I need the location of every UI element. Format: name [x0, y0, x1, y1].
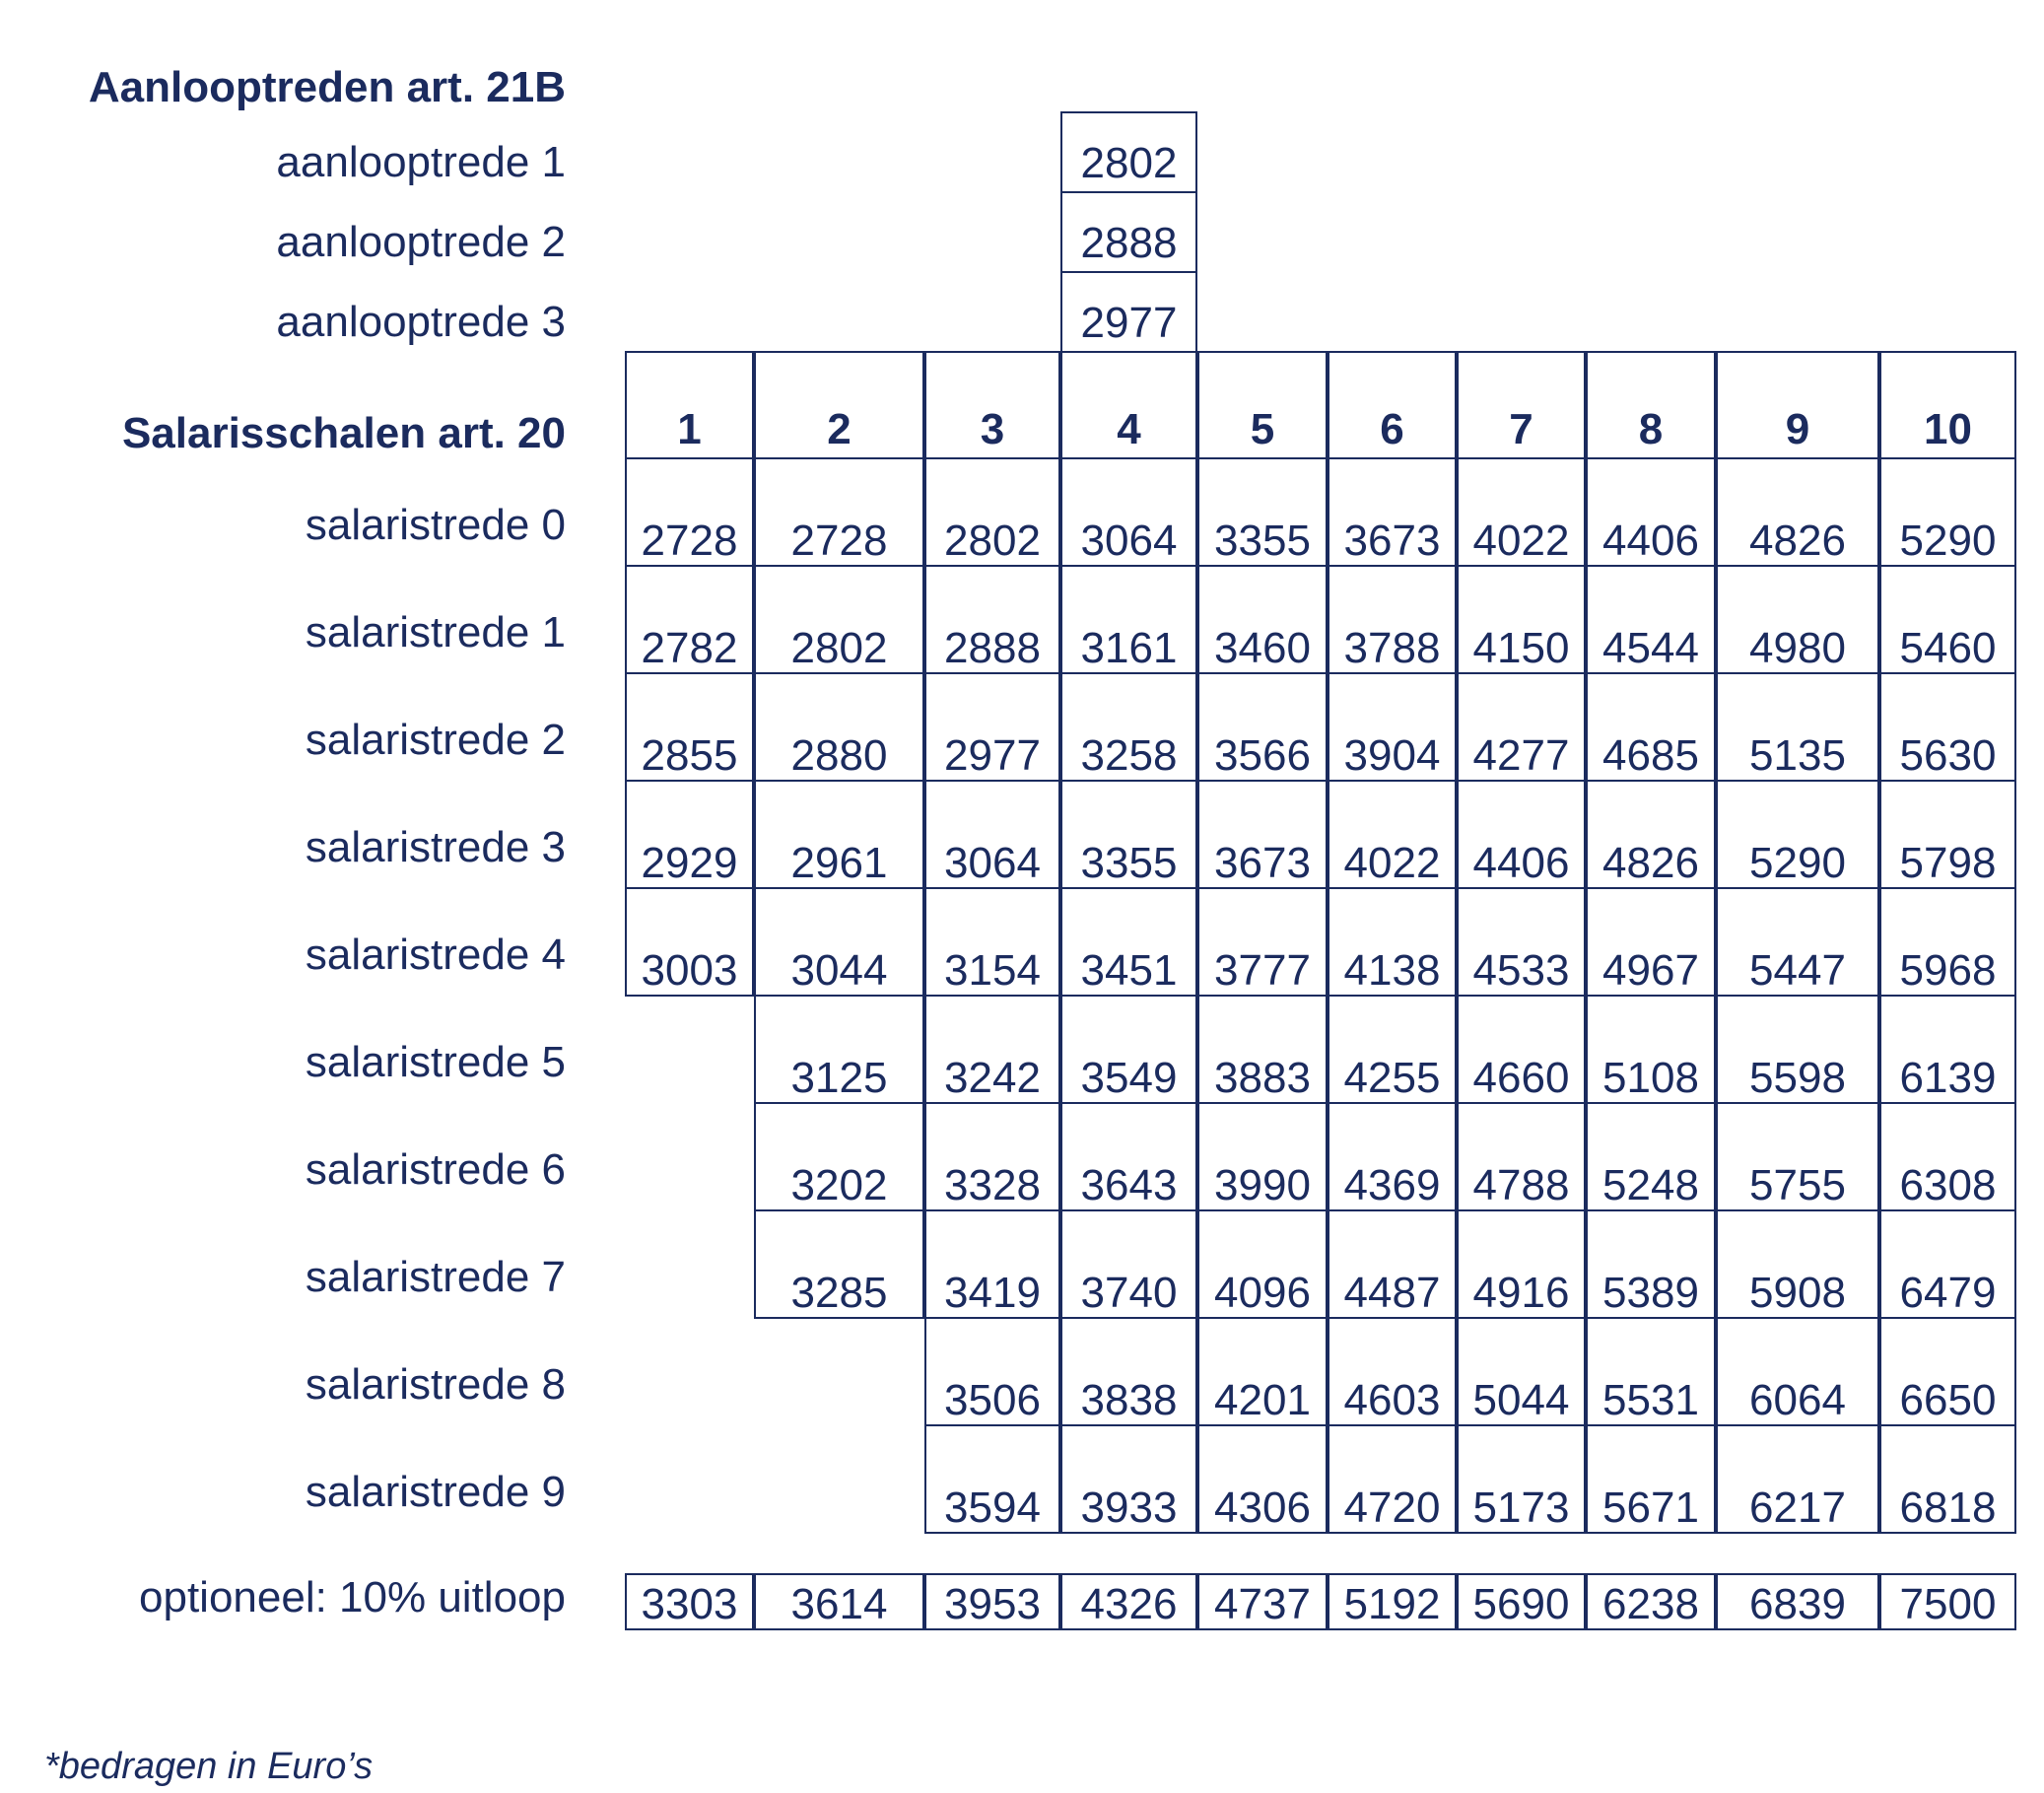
salary-cell: [1197, 1424, 1328, 1534]
salary-cell: [924, 995, 1060, 1104]
salary-cell: [754, 672, 924, 782]
salary-cell: [1060, 995, 1197, 1104]
scale-header-5-value: 5: [1250, 405, 1275, 453]
salary-cell-value: 3883: [1214, 1054, 1311, 1102]
uitloop-cell: [754, 1573, 924, 1630]
salary-cell: [1197, 1209, 1328, 1319]
salaristrede-label: salaristrede 1: [305, 608, 566, 656]
scale-header-1: [625, 351, 754, 459]
salary-cell-value: 4306: [1214, 1483, 1311, 1532]
salaristrede-label: salaristrede 7: [305, 1253, 566, 1301]
salary-cell-value: 2855: [641, 731, 738, 780]
salary-cell-value: 3355: [1214, 517, 1311, 565]
salary-cell-value: 5798: [1899, 839, 1997, 887]
salary-cell-value: 3202: [790, 1161, 888, 1209]
salary-cell: [924, 1102, 1060, 1211]
salary-cell: [1328, 887, 1457, 997]
salary-cell: [1586, 565, 1716, 674]
salary-cell: [1879, 1317, 2016, 1426]
salary-cell: [924, 672, 1060, 782]
salary-cell-value: 3673: [1343, 517, 1441, 565]
uitloop-cell-value: 3953: [944, 1580, 1041, 1628]
salary-cell: [1457, 1209, 1586, 1319]
aanlooptrede-label: aanlooptrede 2: [276, 218, 566, 266]
scale-header-3: [924, 351, 1060, 459]
salary-cell: [625, 457, 754, 567]
salary-cell-value: 4660: [1472, 1054, 1570, 1102]
salary-cell: [1328, 672, 1457, 782]
salary-cell-value: 4916: [1472, 1269, 1570, 1317]
salary-cell: [1060, 1209, 1197, 1319]
salary-cell-value: 3328: [944, 1161, 1041, 1209]
salary-cell-value: 2977: [944, 731, 1041, 780]
salary-cell-value: 4255: [1343, 1054, 1441, 1102]
aanlooptrede-cell-value: 2802: [1080, 139, 1178, 187]
aanlooptrede-cell-value: 2888: [1080, 219, 1178, 267]
uitloop-cell-value: 7500: [1899, 1580, 1997, 1628]
salary-cell-value: 2888: [944, 624, 1041, 672]
scale-header-10: [1879, 351, 2016, 459]
salary-cell: [1060, 1424, 1197, 1534]
salary-cell: [1586, 1209, 1716, 1319]
scale-header-10-value: 10: [1924, 405, 1972, 453]
salary-cell-value: 4406: [1472, 839, 1570, 887]
salary-cell-value: 5135: [1749, 731, 1846, 780]
salary-cell: [1457, 457, 1586, 567]
salary-cell-value: 2728: [790, 517, 888, 565]
salary-cell: [1586, 1317, 1716, 1426]
salary-cell-value: 5290: [1749, 839, 1846, 887]
salary-cell-value: 3838: [1080, 1376, 1178, 1424]
salary-cell: [1060, 672, 1197, 782]
uitloop-cell-value: 6238: [1602, 1580, 1699, 1628]
salaristrede-label: salaristrede 4: [305, 931, 566, 979]
salary-cell-value: 5389: [1602, 1269, 1699, 1317]
salary-cell: [1060, 457, 1197, 567]
uitloop-cell: [1197, 1573, 1328, 1630]
salary-cell: [1328, 995, 1457, 1104]
salary-cell: [1716, 457, 1879, 567]
scale-header-4: [1060, 351, 1197, 459]
salary-cell-value: 3740: [1080, 1269, 1178, 1317]
uitloop-cell: [1716, 1573, 1879, 1630]
salary-cell-value: 5290: [1899, 517, 1997, 565]
salary-cell: [1586, 457, 1716, 567]
salary-cell-value: 4788: [1472, 1161, 1570, 1209]
salary-cell: [754, 995, 924, 1104]
salary-cell-value: 3451: [1080, 946, 1178, 995]
salary-cell-value: 4826: [1749, 517, 1846, 565]
salary-cell: [1457, 780, 1586, 889]
salary-cell: [1716, 565, 1879, 674]
uitloop-cell-value: 5192: [1343, 1580, 1441, 1628]
salary-cell-value: 3777: [1214, 946, 1311, 995]
salary-cell-value: 4022: [1472, 517, 1570, 565]
salary-cell-value: 3242: [944, 1054, 1041, 1102]
salary-cell: [1716, 1102, 1879, 1211]
salary-cell-value: 3125: [790, 1054, 888, 1102]
salary-cell: [754, 457, 924, 567]
salary-cell: [1716, 995, 1879, 1104]
salary-cell-value: 3933: [1080, 1483, 1178, 1532]
salary-cell: [1197, 995, 1328, 1104]
salary-cell-value: 3549: [1080, 1054, 1178, 1102]
salary-cell: [1328, 1209, 1457, 1319]
salary-cell: [1060, 780, 1197, 889]
salary-cell: [1457, 995, 1586, 1104]
salary-cell: [1197, 780, 1328, 889]
salary-cell: [625, 565, 754, 674]
salary-cell: [1457, 1424, 1586, 1534]
salary-cell-value: 6650: [1899, 1376, 1997, 1424]
salary-cell: [1879, 780, 2016, 889]
salary-cell-value: 3161: [1080, 624, 1178, 672]
salary-cell: [1457, 887, 1586, 997]
salary-cell: [1328, 1317, 1457, 1426]
salary-cell: [1060, 1102, 1197, 1211]
salary-cell-value: 2802: [790, 624, 888, 672]
salaristrede-label: salaristrede 6: [305, 1145, 566, 1194]
salary-cell-value: 4138: [1343, 946, 1441, 995]
salary-cell-value: 3044: [790, 946, 888, 995]
salary-cell: [1586, 1102, 1716, 1211]
salary-cell: [1197, 457, 1328, 567]
salary-cell: [754, 887, 924, 997]
scale-header-6: [1328, 351, 1457, 459]
salary-cell: [1716, 672, 1879, 782]
salary-cell: [1060, 565, 1197, 674]
salary-cell-value: 3990: [1214, 1161, 1311, 1209]
salary-cell-value: 3673: [1214, 839, 1311, 887]
salary-cell-value: 4720: [1343, 1483, 1441, 1532]
salary-cell-value: 3258: [1080, 731, 1178, 780]
salary-cell-value: 6308: [1899, 1161, 1997, 1209]
uitloop-cell: [1457, 1573, 1586, 1630]
salary-cell: [1586, 780, 1716, 889]
salary-cell: [1879, 1102, 2016, 1211]
salary-cell: [1457, 1102, 1586, 1211]
salary-cell-value: 5908: [1749, 1269, 1846, 1317]
salary-cell: [1879, 887, 2016, 997]
salary-cell: [924, 1317, 1060, 1426]
salary-cell: [1716, 1424, 1879, 1534]
salary-cell-value: 6479: [1899, 1269, 1997, 1317]
salary-cell: [1716, 780, 1879, 889]
salary-cell: [1457, 672, 1586, 782]
salary-cell-value: 3154: [944, 946, 1041, 995]
salary-cell-value: 5671: [1602, 1483, 1699, 1532]
salary-cell: [1879, 457, 2016, 567]
salary-cell: [1879, 995, 2016, 1104]
salary-cell-value: 4487: [1343, 1269, 1441, 1317]
footnote: *bedragen in Euro’s: [44, 1746, 374, 1787]
salaristrede-label: salaristrede 8: [305, 1360, 566, 1409]
salary-cell-value: 5447: [1749, 946, 1846, 995]
scale-header-9-value: 9: [1785, 405, 1810, 453]
salary-cell-value: 4533: [1472, 946, 1570, 995]
salary-cell: [1328, 780, 1457, 889]
salary-cell-value: 5755: [1749, 1161, 1846, 1209]
salary-cell-value: 5108: [1602, 1054, 1699, 1102]
salary-cell: [1716, 1317, 1879, 1426]
salary-cell: [625, 780, 754, 889]
salary-cell-value: 5968: [1899, 946, 1997, 995]
salary-cell: [924, 887, 1060, 997]
salary-cell: [754, 1209, 924, 1319]
salary-cell-value: 3460: [1214, 624, 1311, 672]
salary-cell-value: 4201: [1214, 1376, 1311, 1424]
salary-cell: [1060, 887, 1197, 997]
salary-cell-value: 2929: [641, 839, 738, 887]
salary-cell: [1328, 1102, 1457, 1211]
salary-cell: [754, 565, 924, 674]
salary-cell: [1197, 672, 1328, 782]
aanlooptrede-cell: [1060, 191, 1197, 273]
salary-cell-value: 2728: [641, 517, 738, 565]
aanlooptrede-label: aanlooptrede 3: [276, 298, 566, 346]
schalen-title: Salarisschalen art. 20: [121, 409, 566, 457]
salary-cell-value: 5460: [1899, 624, 1997, 672]
scale-header-2: [754, 351, 924, 459]
uitloop-cell: [1879, 1573, 2016, 1630]
salary-cell-value: 3355: [1080, 839, 1178, 887]
salaristrede-label: salaristrede 3: [305, 823, 566, 871]
uitloop-label: optioneel: 10% uitloop: [139, 1573, 566, 1621]
salary-cell-value: 5248: [1602, 1161, 1699, 1209]
salary-cell-value: 4980: [1749, 624, 1846, 672]
salary-cell-value: 5598: [1749, 1054, 1846, 1102]
salaristrede-label: salaristrede 5: [305, 1038, 566, 1086]
salaristrede-label: salaristrede 2: [305, 716, 566, 764]
salary-cell: [924, 1424, 1060, 1534]
salary-cell: [1879, 672, 2016, 782]
aanlooptrede-cell: [1060, 271, 1197, 353]
salary-cell-value: 4150: [1472, 624, 1570, 672]
salary-cell: [1586, 672, 1716, 782]
scale-header-9: [1716, 351, 1879, 459]
salary-cell: [924, 1209, 1060, 1319]
uitloop-cell-value: 4326: [1080, 1580, 1178, 1628]
uitloop-cell-value: 6839: [1749, 1580, 1846, 1628]
salary-cell: [1197, 565, 1328, 674]
uitloop-cell-value: 4737: [1214, 1580, 1311, 1628]
scale-header-8-value: 8: [1638, 405, 1664, 453]
salary-cell: [1716, 887, 1879, 997]
salary-cell-value: 3419: [944, 1269, 1041, 1317]
scale-header-5: [1197, 351, 1328, 459]
salaristrede-label: salaristrede 0: [305, 501, 566, 549]
salary-cell-value: 2880: [790, 731, 888, 780]
salary-cell-value: 6217: [1749, 1483, 1846, 1532]
salary-cell-value: 5044: [1472, 1376, 1570, 1424]
salary-cell-value: 6064: [1749, 1376, 1846, 1424]
salary-cell-value: 3594: [944, 1483, 1041, 1532]
salary-cell-value: 4022: [1343, 839, 1441, 887]
uitloop-cell: [1060, 1573, 1197, 1630]
salary-cell: [1879, 1209, 2016, 1319]
scale-header-2-value: 2: [827, 405, 852, 453]
salary-cell: [754, 1102, 924, 1211]
salary-cell: [625, 672, 754, 782]
salary-cell: [1457, 565, 1586, 674]
salary-cell-value: 4406: [1602, 517, 1699, 565]
salary-cell: [1586, 995, 1716, 1104]
salary-cell: [1879, 565, 2016, 674]
salaristrede-label: salaristrede 9: [305, 1468, 566, 1516]
salary-cell-value: 4826: [1602, 839, 1699, 887]
salary-cell-value: 4277: [1472, 731, 1570, 780]
salary-cell: [1716, 1209, 1879, 1319]
salary-cell-value: 3566: [1214, 731, 1311, 780]
salary-cell-value: 6139: [1899, 1054, 1997, 1102]
salary-cell: [625, 887, 754, 997]
salary-cell-value: 6818: [1899, 1483, 1997, 1532]
aanlooptrede-label: aanlooptrede 1: [276, 138, 566, 186]
salary-cell-value: 3506: [944, 1376, 1041, 1424]
salary-cell: [1328, 565, 1457, 674]
scale-header-3-value: 3: [980, 405, 1005, 453]
uitloop-cell: [1586, 1573, 1716, 1630]
salary-cell-value: 2961: [790, 839, 888, 887]
salary-cell-value: 3064: [944, 839, 1041, 887]
salary-cell-value: 2802: [944, 517, 1041, 565]
uitloop-cell-value: 3614: [790, 1580, 888, 1628]
salary-cell-value: 4369: [1343, 1161, 1441, 1209]
salary-cell: [924, 457, 1060, 567]
scale-header-1-value: 1: [677, 405, 702, 453]
salary-cell: [754, 780, 924, 889]
scale-header-8: [1586, 351, 1716, 459]
salary-cell-value: 3003: [641, 946, 738, 995]
scale-header-7: [1457, 351, 1586, 459]
salary-cell-value: 5173: [1472, 1483, 1570, 1532]
salary-cell: [1457, 1317, 1586, 1426]
scale-header-4-value: 4: [1117, 405, 1141, 453]
salary-cell: [1197, 887, 1328, 997]
salary-cell-value: 4685: [1602, 731, 1699, 780]
aanloop-title: Aanlooptreden art. 21B: [88, 63, 566, 111]
salary-cell-value: 3904: [1343, 731, 1441, 780]
salary-cell: [1586, 1424, 1716, 1534]
salary-cell: [1879, 1424, 2016, 1534]
salary-cell-value: 3643: [1080, 1161, 1178, 1209]
salary-cell-value: 3285: [790, 1269, 888, 1317]
salary-cell-value: 4096: [1214, 1269, 1311, 1317]
uitloop-cell: [924, 1573, 1060, 1630]
scale-header-6-value: 6: [1380, 405, 1404, 453]
salary-cell: [1060, 1317, 1197, 1426]
salary-cell-value: 3064: [1080, 517, 1178, 565]
salary-cell: [1197, 1317, 1328, 1426]
salary-cell-value: 4544: [1602, 624, 1699, 672]
uitloop-cell: [1328, 1573, 1457, 1630]
uitloop-cell: [625, 1573, 754, 1630]
salary-cell-value: 4967: [1602, 946, 1699, 995]
scale-header-7-value: 7: [1509, 405, 1533, 453]
aanlooptrede-cell: [1060, 111, 1197, 193]
salary-cell-value: 3788: [1343, 624, 1441, 672]
uitloop-cell-value: 3303: [641, 1580, 738, 1628]
uitloop-cell-value: 5690: [1472, 1580, 1570, 1628]
salary-cell: [1586, 887, 1716, 997]
salary-cell-value: 5531: [1602, 1376, 1699, 1424]
salary-cell-value: 4603: [1343, 1376, 1441, 1424]
salary-cell: [924, 780, 1060, 889]
salary-cell: [1197, 1102, 1328, 1211]
aanlooptrede-cell-value: 2977: [1080, 299, 1178, 347]
salary-cell: [924, 565, 1060, 674]
salary-cell: [1328, 457, 1457, 567]
salary-cell-value: 5630: [1899, 731, 1997, 780]
salary-cell-value: 2782: [641, 624, 738, 672]
salary-cell: [1328, 1424, 1457, 1534]
